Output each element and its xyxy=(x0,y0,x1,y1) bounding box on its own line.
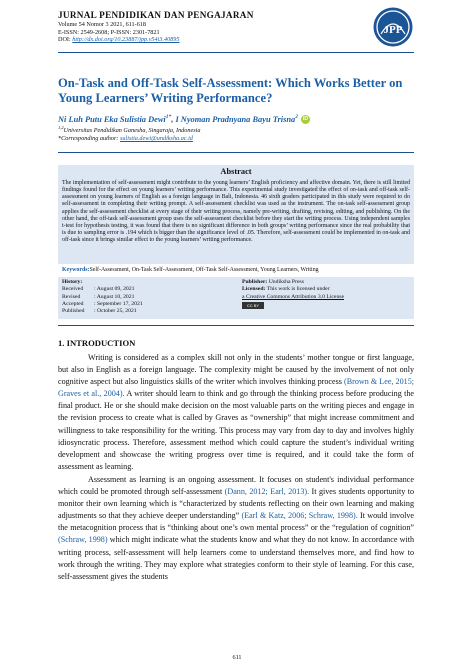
history-key: Received xyxy=(62,286,84,293)
affiliation-sup: 1,2 xyxy=(58,125,64,130)
author-line xyxy=(58,112,414,125)
history-key: Published xyxy=(62,308,85,315)
history-value: : September 17, 2021 xyxy=(94,300,143,307)
affiliation-divider xyxy=(58,152,414,153)
licensed-label: Licensed: xyxy=(242,286,266,293)
paragraph-text: It gives students opportunity to monitor their own learning which is “characterized by students reflecting on their own learning and making adjustments so that they achieve deeper understanding” xyxy=(58,487,414,521)
licensed-text: This work is licensed under xyxy=(266,286,330,293)
corresponding-email[interactable]: sulistia.dewi@undiksha.ac.id xyxy=(120,134,193,142)
history-key: Revised xyxy=(62,293,81,300)
paper-title: On-Task and Off-Task Self-Assessment: Which Works Better on Young Learners’ Writing Performance? xyxy=(58,76,403,105)
abstract-text: The implementation of self-assessment might contribute to the young learners’ English proficiency and affective domain. Yet, there is still limited findings found for the effect on young learners’ writing performance. This experimental study investigated the effect of on-task and off-task self-assessment on young learners of English as a foreign language in Bali, Indonesia. 46 sixth graders participated in this study were required to do self-assessment in completing their writing prompt. A self-assessment checklist was used as the instrument. The on-task self-assessment group applies the self-assessment checklist at every stage of their writing process, namely pre-writing, drafting, revising, editing, and publishing. On the other hand, the off-task self-assessment group uses the self-assessment checklist before they start the writing process. Using independent samples t-test for hypothesis testing, it was found that there is no significant difference in both groups’ writing performance since the real probability that is due to sampling error is .194 which is bigger than the significance level of .05. Therefore, self-assessment could be implemented in on-task and off-task since it brings similar effect to the young learners’ writing performance. xyxy=(62,180,410,244)
keywords-label: Keywords: xyxy=(62,267,90,273)
author-separator: , xyxy=(171,114,176,124)
corresponding-line xyxy=(58,135,414,143)
author-1: Ni Luh Putu Eka Sulistia Dewi xyxy=(58,114,166,124)
page-number: 611 xyxy=(232,654,242,661)
citation-link[interactable]: (Dann, 2012; Earl, 2013). xyxy=(224,487,310,497)
author-2: I Nyoman Pradnyana Bayu Trisna xyxy=(175,114,296,124)
license-link-line xyxy=(242,294,344,301)
license-link[interactable]: a Creative Commons Attribution 3.0 License xyxy=(242,293,345,300)
licensed-line xyxy=(242,286,344,293)
abstract-heading: Abstract xyxy=(220,167,252,176)
body-divider xyxy=(58,325,414,326)
publisher-name: Undiksha Press xyxy=(268,279,304,285)
history-row xyxy=(62,294,143,301)
citation-link[interactable]: (Earl & Katz, 2006; Schraw, 1998). xyxy=(241,511,358,521)
history-label: History: xyxy=(62,279,83,285)
publisher-label: Publisher: xyxy=(242,279,268,285)
affiliation-line xyxy=(58,124,414,135)
doi-label: DOI: xyxy=(58,36,71,44)
journal-logo xyxy=(372,6,414,48)
journal-header xyxy=(58,10,414,44)
section-heading: 1. INTRODUCTION xyxy=(58,338,136,348)
logo-text: JPP xyxy=(383,24,403,36)
corresponding-label: *Corresponding author: xyxy=(58,134,119,142)
paragraph-text: It would involve the metacognition process that is “thinking about one’s own mental process” or the “regulation of cognition” xyxy=(58,511,415,533)
history-value: : August 10, 2021 xyxy=(94,293,135,300)
history-value: : October 25, 2021 xyxy=(94,308,137,315)
body-text xyxy=(58,352,414,583)
history-row xyxy=(62,286,143,293)
journal-doi xyxy=(58,36,414,44)
history-key: Accepted xyxy=(62,300,84,307)
paragraph-2 xyxy=(58,474,414,583)
history-row xyxy=(62,301,143,308)
journal-title: JURNAL PENDIDIKAN DAN PENGAJARAN xyxy=(58,10,254,20)
journal-volume: Volume 54 Nomor 3 2021, 611-618 xyxy=(58,21,146,28)
citation-link[interactable]: (Brown & Lee, 2015; Graves et al., 2004). xyxy=(58,377,414,399)
keywords-text: Self-Assessment, On-Task Self-Assessment, Off-Task Self-Assessment, Young Learners, Writing xyxy=(89,267,319,273)
paragraph-text: Assessment as learning is an ongoing assessment. It focuses on student's individual performance which could be promoted through self-assessment xyxy=(58,474,414,497)
affiliation-block xyxy=(58,124,414,143)
paragraph-text: Writing is considered as a complex skill not only in the students’ mother tongue or first language, but also in English as a foreign language. The complexity might be caused by the involvement of not only cognitive aspect but also linguistics skills of the writer which involves thinking process xyxy=(58,353,414,387)
paragraph-1 xyxy=(58,352,414,473)
journal-issn: E-ISSN: 2549-2608; P-ISSN: 2301-7821 xyxy=(58,28,160,36)
orcid-icon[interactable]: iD xyxy=(302,116,308,123)
paragraph-text: which might indicate what the students know and what they do not know. In accordance with writing process, self-assessment will help learners come to understand themselves more, and find how to work through the writing. They may explore what strategies conform to their style of learning. For this case, self-assessment gives the students xyxy=(58,535,415,581)
header-divider xyxy=(58,52,414,53)
history-row xyxy=(62,308,143,315)
history-value: : August 09, 2021 xyxy=(94,286,135,293)
citation-link[interactable]: (Schraw, 1998) xyxy=(58,535,108,545)
doi-link[interactable]: http://dx.doi.org/10.23887/jpp.v54i3.40895 xyxy=(72,36,180,44)
affiliation-text: Universitas Pendidikan Ganesha, Singaraja, Indonesia xyxy=(63,127,201,135)
paragraph-text: A writer should learn to think and go through the thinking process before producing the final product. He or she should make decision on the most valuable parts on the writing pieces and engage in the revision process to create what is called by Graves as “ownership” that might increase commitment and willingness to take responsibility for the writing. This process may vary from day to day and involves highly idiosyncratic process. Therefore, assessment method which could capture the student’s individual writing development and showcase the writing progress over time is required, and it could take the form of assessment as learning. xyxy=(58,389,414,471)
history-right xyxy=(242,279,344,310)
cc-by-icon[interactable]: CC BY xyxy=(242,302,264,309)
author-2-sup: 2 xyxy=(295,114,298,120)
cc-badge-line xyxy=(242,302,344,310)
history-left xyxy=(62,279,143,315)
publisher-line xyxy=(242,279,344,286)
author-1-sup: 1* xyxy=(165,114,172,120)
keywords-line xyxy=(62,267,412,274)
